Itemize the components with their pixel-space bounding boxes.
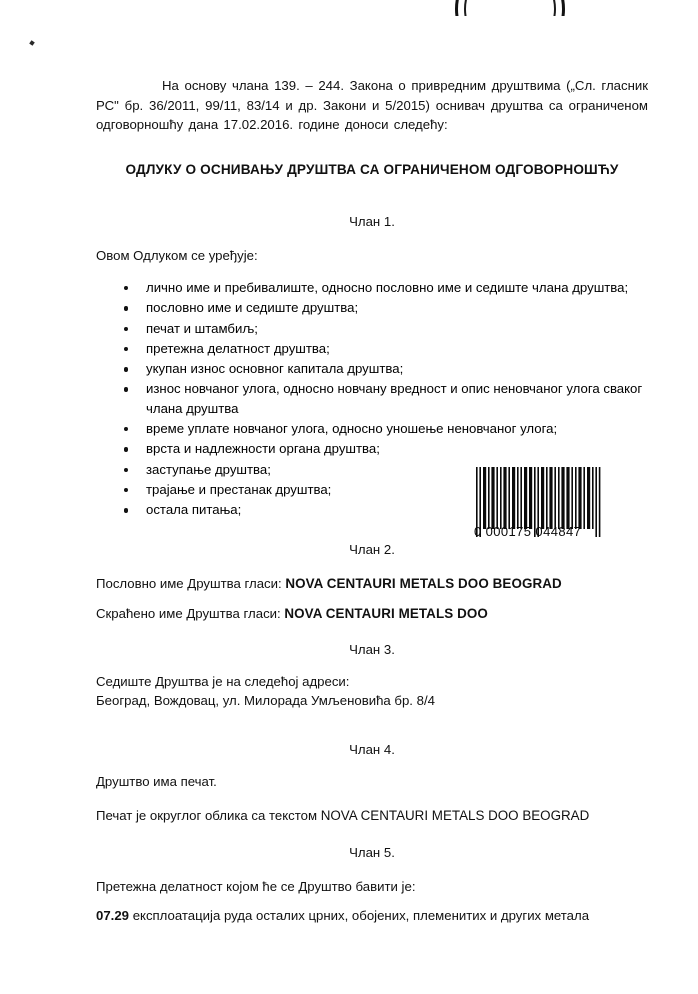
- company-short-name-row: [96, 604, 648, 624]
- barcode: [474, 467, 604, 547]
- activity-description: експлоатација руда осталих црних, обојених, племенитих и других метала: [132, 908, 590, 923]
- seal-text-value: NOVA CENTAURI METALS DOO BEOGRAD: [320, 808, 590, 823]
- list-item-text: заступање друштва;: [146, 461, 271, 477]
- list-item: [124, 379, 654, 417]
- page-title: ОДЛУКУ О ОСНИВАЊУ ДРУШТВА СА ОГРАНИЧЕНОМ ОДГОВОРНОШЋУ: [125, 162, 619, 177]
- address-value: Београд, Вождовац, ул. Милорада Умљеновића бр. 8/4: [96, 693, 435, 708]
- article-2-heading: Члан 2.: [349, 542, 395, 557]
- article-4-heading: Члан 4.: [349, 742, 395, 757]
- list-item-text: износ новчаног улога, односно новчану вредност и опис неновчаног улога сваког члана друштва: [146, 381, 643, 416]
- article-1-lead: Овом Одлуком се уређује:: [96, 248, 258, 263]
- barcode-number: 0 000175 044847: [474, 524, 582, 539]
- round-seal-stamp: [455, 0, 571, 46]
- list-item-text: време уплате новчаног улога, односно уношење неновчаног улога;: [146, 420, 558, 436]
- list-item: [124, 439, 654, 458]
- company-full-name-label: Пословно име Друштва гласи:: [96, 576, 282, 591]
- scan-artifact-speck: [29, 40, 35, 46]
- list-item: [124, 298, 654, 317]
- list-item: [124, 339, 654, 358]
- primary-activity-row: [96, 906, 648, 926]
- list-item-text: укупан износ основног капитала друштва;: [146, 361, 404, 377]
- intro-paragraph: На основу члана 139. – 244. Закона о привредним друштвима („Сл. гласник РС" бр. 36/2011, 99/11, 83/14 и др. Закони и 5/2015) оснивач друштва са ограниченом одговорношћу дана 17.02.2016. године доноси следећу:: [96, 78, 648, 132]
- list-item: [124, 359, 654, 378]
- list-item-text: претежна делатност друштва;: [146, 340, 330, 356]
- company-short-name-value: NOVA CENTAURI METALS DOO: [284, 606, 488, 621]
- article-1-heading: Члан 1.: [349, 214, 395, 229]
- activity-code: 07.29: [96, 908, 130, 923]
- primary-activity-label: Претежна делатност којом ће се Друштво бавити је:: [96, 879, 416, 894]
- seal-statement: Друштво има печат.: [96, 774, 217, 789]
- list-item-text: врста и надлежности органа друштва;: [146, 441, 380, 457]
- article-3-heading: Члан 3.: [349, 642, 395, 657]
- seal-text-row: [96, 806, 648, 826]
- list-item: [124, 319, 654, 338]
- list-item-text: трајање и престанак друштва;: [146, 481, 332, 497]
- list-item: [124, 419, 654, 438]
- seal-text-label: Печат је округлог облика са текстом: [96, 808, 318, 823]
- list-item-text: печат и штамбиљ;: [146, 320, 258, 336]
- company-full-name-row: [96, 574, 648, 594]
- list-item: [124, 278, 654, 297]
- company-short-name-label: Скраћено име Друштва гласи:: [96, 606, 281, 621]
- list-item-text: пословно име и седиште друштва;: [146, 300, 359, 316]
- list-item-text: лично име и пребивалиште, односно пословно име и седиште члана друштва;: [146, 280, 629, 295]
- address-label: Седиште Друштва је на следећој адреси:: [96, 674, 350, 689]
- company-full-name-value: NOVA CENTAURI METALS DOO BEOGRAD: [285, 576, 562, 591]
- seal-graphic: ЕОГРАД: [455, 0, 567, 16]
- article-5-heading: Члан 5.: [349, 845, 395, 860]
- list-item-text: остала питања;: [146, 502, 242, 518]
